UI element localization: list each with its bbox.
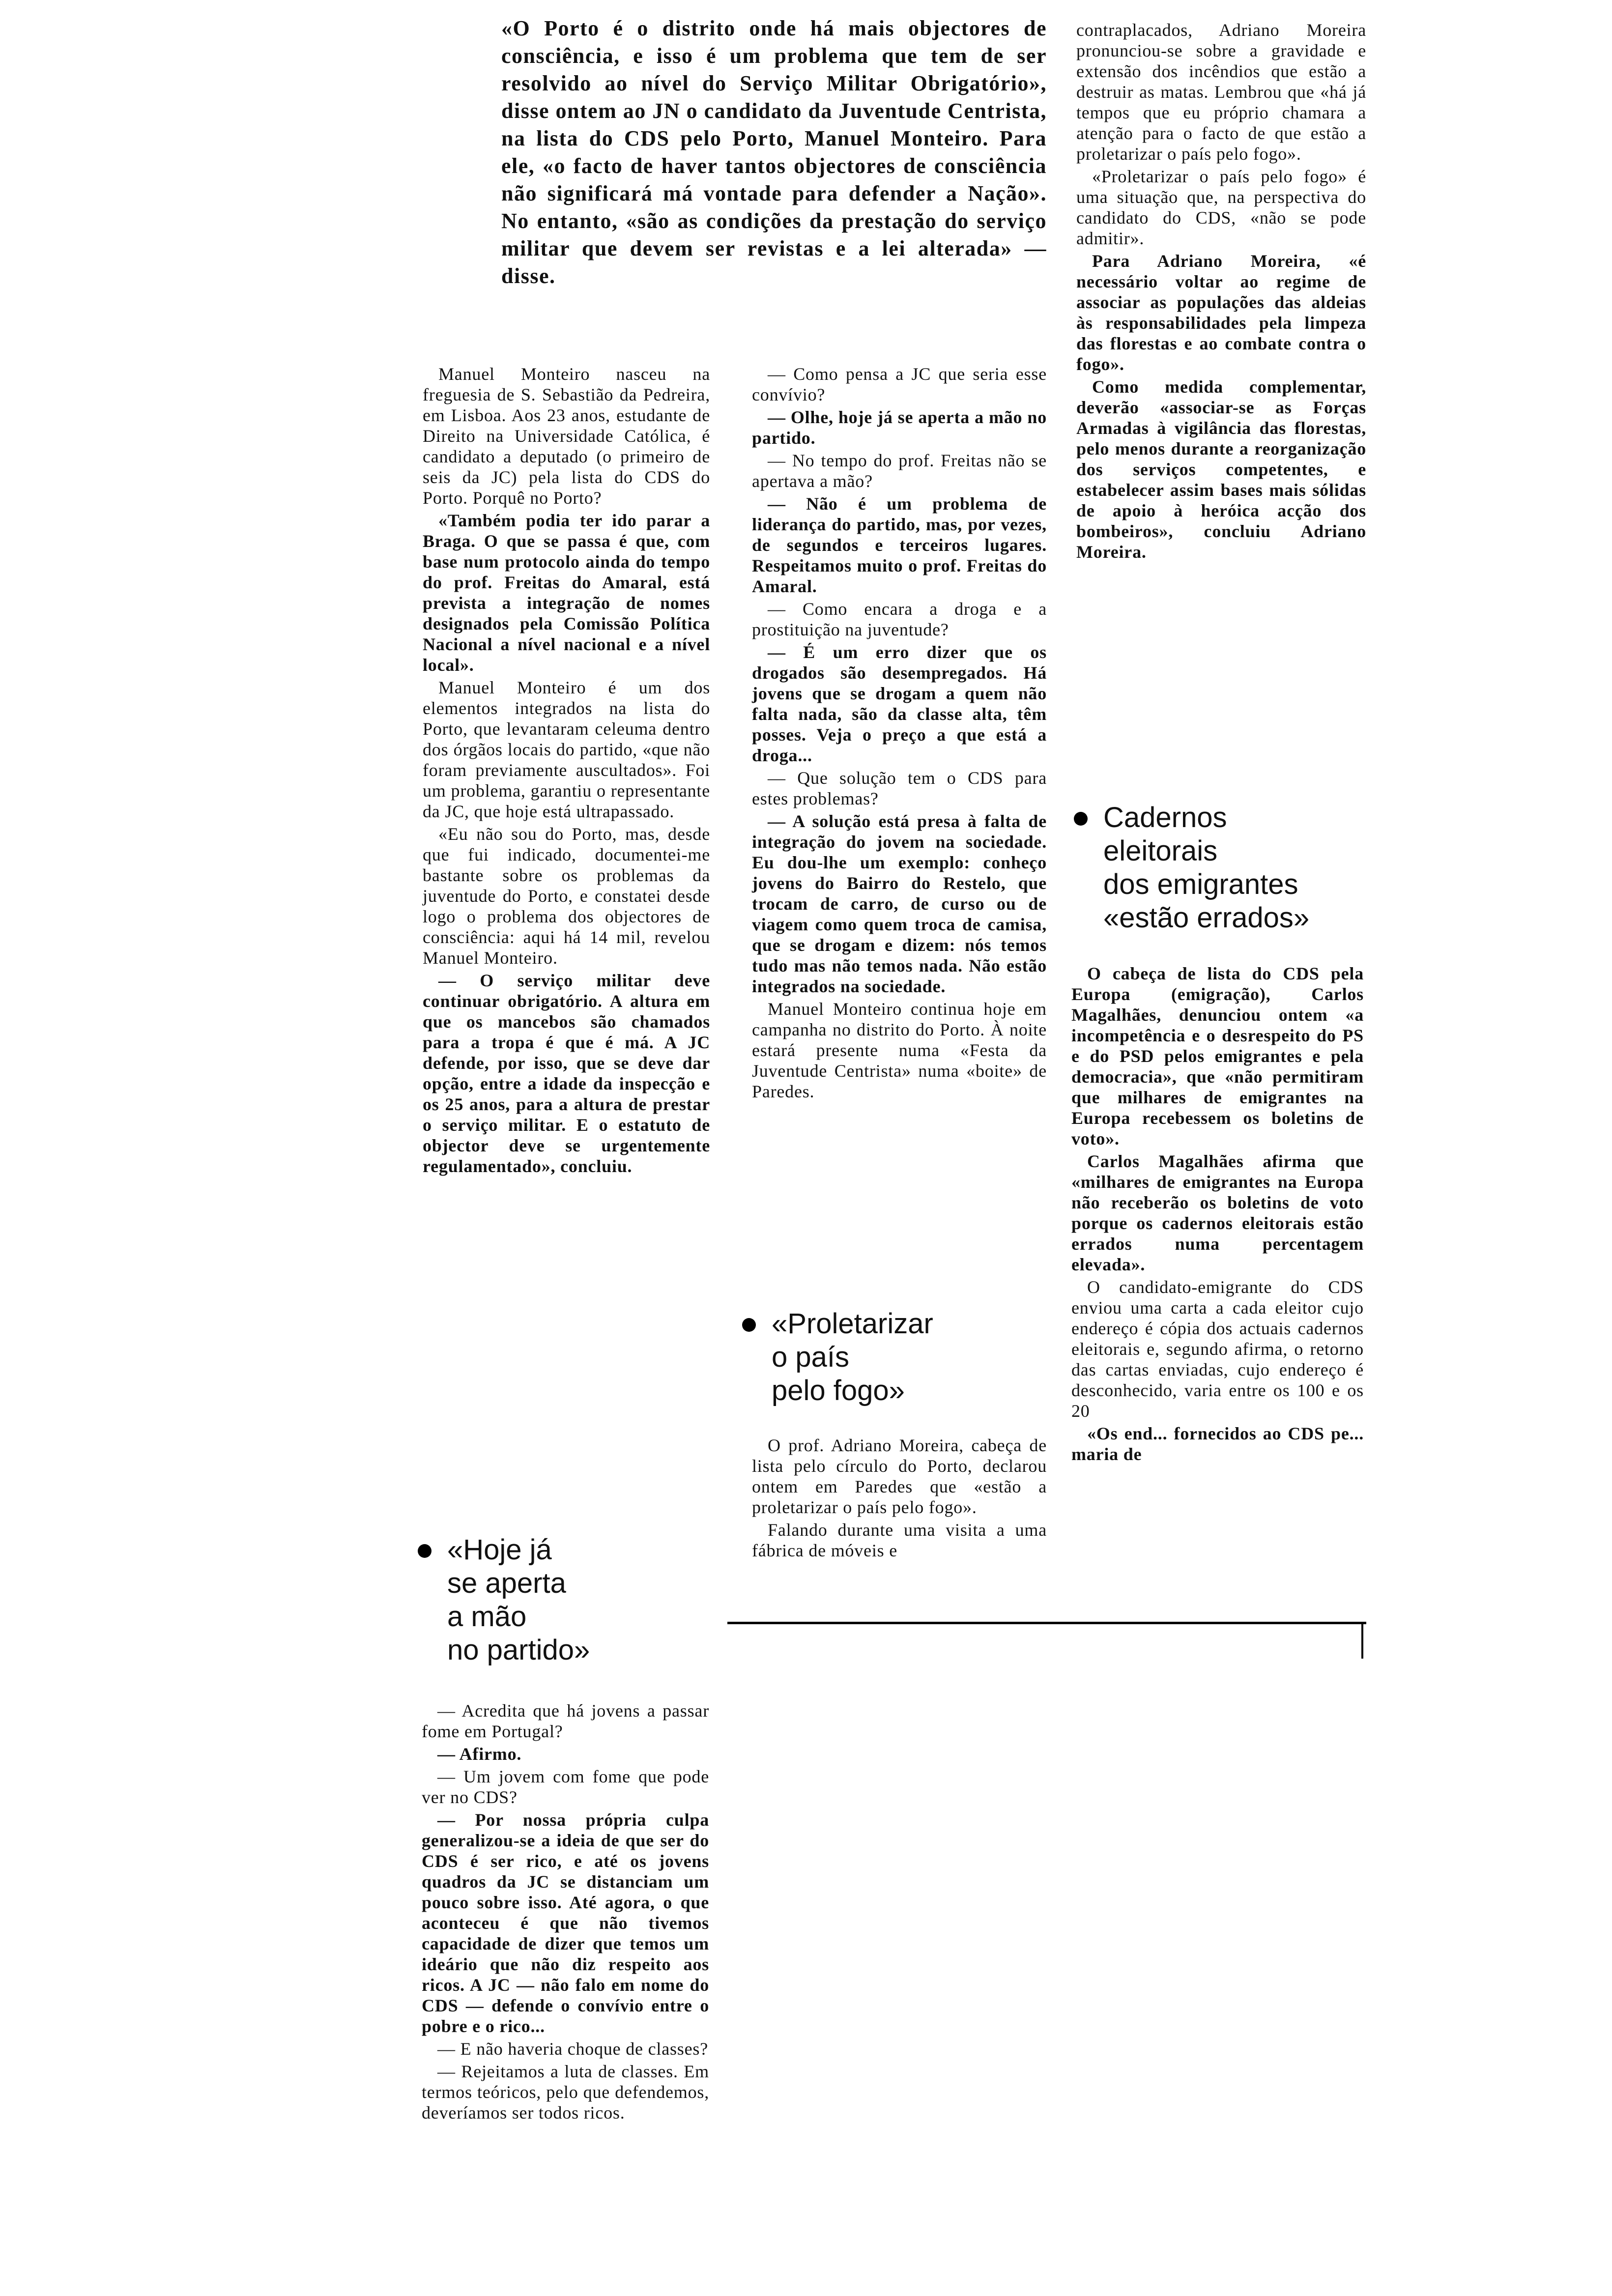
column-rule-end xyxy=(1361,1622,1363,1659)
paragraph: — Como encara a droga e a prostituição na juventude? xyxy=(752,599,1047,639)
subheading-text: «Proletarizar o país pelo fogo» xyxy=(772,1308,933,1406)
paragraph: — E não haveria choque de classes? xyxy=(437,2039,708,2059)
column-rule xyxy=(727,1622,1366,1624)
subheading-hoje-ja-se-aperta xyxy=(418,1533,663,1681)
column-interview xyxy=(752,364,1047,1104)
paragraph: — Acredita que há jovens a passar fome em Portugal? xyxy=(422,1701,709,1741)
column-interview-continued xyxy=(422,1700,709,2125)
paragraph: — Que solução tem o CDS para estes problemas? xyxy=(752,768,1047,808)
paragraph: — Olhe, hoje já se aperta a mão no partido. xyxy=(752,407,1047,448)
lead-paragraph: «O Porto é o distrito onde há mais objectores de consciência, e isso é um problema que tem de ser resolvido ao nível do Serviço Militar Obrigatório», disse ontem ao JN o candidato da Juventude Centrista, na lista do CDS pelo Porto, Manuel Monteiro. Para ele, «o facto de haver tantos objectores de consciência não significará má vontade para defender a Nação». No entanto, «são as condições da prestação do serviço militar que devem ser revistas e a lei alterada» — disse. xyxy=(501,16,1047,288)
subheading-proletarizar xyxy=(742,1307,1017,1420)
paragraph: — Por nossa própria culpa generalizou-se a ideia de que ser do CDS é ser rico, e até os jovens quadros da JC se distanciam um pouco sobre isso. Até agora, o que aconteceu é que não tivemos capacidade de dizer que temos um ideário que não diz respeito aos ricos. A JC — não falo em nome do CDS — defende o convívio entre o pobre e o rico... xyxy=(422,1810,709,2036)
paragraph: — No tempo do prof. Freitas não se apertava a mão? xyxy=(752,451,1047,491)
paragraph: Falando durante uma visita a uma fábrica de móveis e xyxy=(752,1520,1047,1560)
paragraph: — Não é um problema de liderança do partido, mas, por vezes, de segundos e terceiros lugares. Respeitamos muito o prof. Freitas do Amaral. xyxy=(752,494,1047,596)
bullet-icon xyxy=(1074,812,1088,826)
column-adriano-continued xyxy=(1076,20,1366,564)
bullet-icon xyxy=(418,1544,432,1558)
subheading-text: Cadernos eleitorais dos emigrantes «estão errados» xyxy=(1103,802,1310,934)
paragraph: O cabeça de lista do CDS pela Europa (emigração), Carlos Magalhães, denunciou ontem «a incompetência e o desrespeito do PS e do PSD pelos emigrantes e pela democracia», que «não permitiram que milhares de emigrantes na Europa recebessem os boletins de voto». xyxy=(1071,964,1364,1148)
paragraph: Para Adriano Moreira, «é necessário voltar ao regime de associar as populações das aldeias às responsabilidades pela limpeza das florestas e ao combate contra o fogo». xyxy=(1076,251,1366,374)
paragraph: «Também podia ter ido parar a Braga. O que se passa é que, com base num protocolo ainda do tempo do prof. Freitas do Amaral, está prevista a integração de nomes designados pela Comissão Política Nacional a nível nacional e a nível local». xyxy=(423,511,710,675)
paragraph: «Os end... fornecidos ao CDS pe... maria de xyxy=(1071,1424,1364,1464)
paragraph: Manuel Monteiro nasceu na freguesia de S. Sebastião da Pedreira, em Lisboa. Aos 23 anos, estudante de Direito na Universidade Católica, é candidato a deputado (o primeiro de seis da JC) pela lista do CDS do Porto. Porquê no Porto? xyxy=(423,364,710,508)
paragraph: — A solução está presa à falta de integração do jovem na sociedade. Eu dou-lhe um exemplo: conheço jovens do Bairro do Restelo, que trocam de carro, de curso ou de viagem como quem troca de camisa, que se drogam e dizem: nós temos tudo mas não temos nada. Não estão integrados na sociedade. xyxy=(752,811,1047,996)
column-adriano-moreira xyxy=(752,1435,1047,1563)
paragraph: O candidato-emigrante do CDS enviou uma carta a cada eleitor cujo endereço é cópia dos actuais cadernos eleitorais e, segundo afirma, o retorno das cartas enviadas, cujo endereço é desconhecido, varia entre os 100 e os 20 xyxy=(1071,1277,1364,1421)
paragraph: — É um erro dizer que os drogados são desempregados. Há jovens que se drogam a quem não falta nada, são da classe alta, têm posses. Veja o preço a que está a droga... xyxy=(752,642,1047,765)
paragraph: contraplacados, Adriano Moreira pronunciou-se sobre a gravidade e extensão dos incêndios que estão a destruir as matas. Lembrou que «há já tempos que eu próprio chamara a atenção para o facto de que estão a proletarizar o país pelo fogo». xyxy=(1076,20,1366,164)
paragraph: — Um jovem com fome que pode ver no CDS? xyxy=(422,1767,709,1807)
paragraph: — O serviço militar deve continuar obrigatório. A altura em que os mancebos são chamados para a tropa é que é má. A JC defende, por isso, que se deve dar opção, entre a idade da inspecção e os 25 anos, para a altura de prestar o serviço militar. E o estatuto de objector deve se urgentemente regulamentado», concluiu. xyxy=(423,971,710,1176)
paragraph: Manuel Monteiro continua hoje em campanha no distrito do Porto. À noite estará presente numa «Festa da Juventude Centrista» numa «boite» de Paredes. xyxy=(752,999,1047,1101)
paragraph: «Eu não sou do Porto, mas, desde que fui indicado, documentei-me bastante sobre os problemas da juventude do Porto, e constatei desde logo o problema dos objectores de consciência: aqui há 14 mil, revelou Manuel Monteiro. xyxy=(423,824,710,968)
paragraph: — Rejeitamos a luta de classes. Em termos teóricos, pelo que defendemos, deveríamos ser todos ricos. xyxy=(422,2062,709,2123)
paragraph: Como medida complementar, deverão «associar-se as Forças Armadas à vigilância das florestas, pelo menos durante a reorganização dos serviços competentes, e estabelecer assim bases mais sólidas de apoio à heróica acção dos bombeiros», concluiu Adriano Moreira. xyxy=(1076,377,1366,562)
column-monteiro xyxy=(423,364,710,1178)
paragraph: — Afirmo. xyxy=(437,1744,522,1764)
column-emigrantes xyxy=(1071,963,1364,1466)
paragraph: Carlos Magalhães afirma que «milhares de emigrantes na Europa não receberão os boletins de voto porque os cadernos eleitorais estão errados numa percentagem elevada». xyxy=(1071,1151,1364,1274)
paragraph: Manuel Monteiro é um dos elementos integrados na lista do Porto, que levantaram celeuma dentro dos órgãos locais do partido, «que não foram previamente auscultados». Foi um problema, garantiu o representante da JC, que hoje está ultrapassado. xyxy=(423,678,710,821)
bullet-icon xyxy=(742,1318,756,1332)
paragraph: — Como pensa a JC que seria esse convívio? xyxy=(752,364,1047,404)
paragraph: «Proletarizar o país pelo fogo» é uma situação que, na perspectiva do candidato do CDS, «não se pode admitir». xyxy=(1076,167,1366,248)
paragraph: O prof. Adriano Moreira, cabeça de lista pelo círculo do Porto, declarou ontem em Paredes que «estão a proletarizar o país pelo fogo». xyxy=(752,1435,1047,1517)
subheading-text: «Hoje já se aperta a mão no partido» xyxy=(447,1534,590,1666)
subheading-cadernos-eleitorais xyxy=(1074,801,1369,948)
